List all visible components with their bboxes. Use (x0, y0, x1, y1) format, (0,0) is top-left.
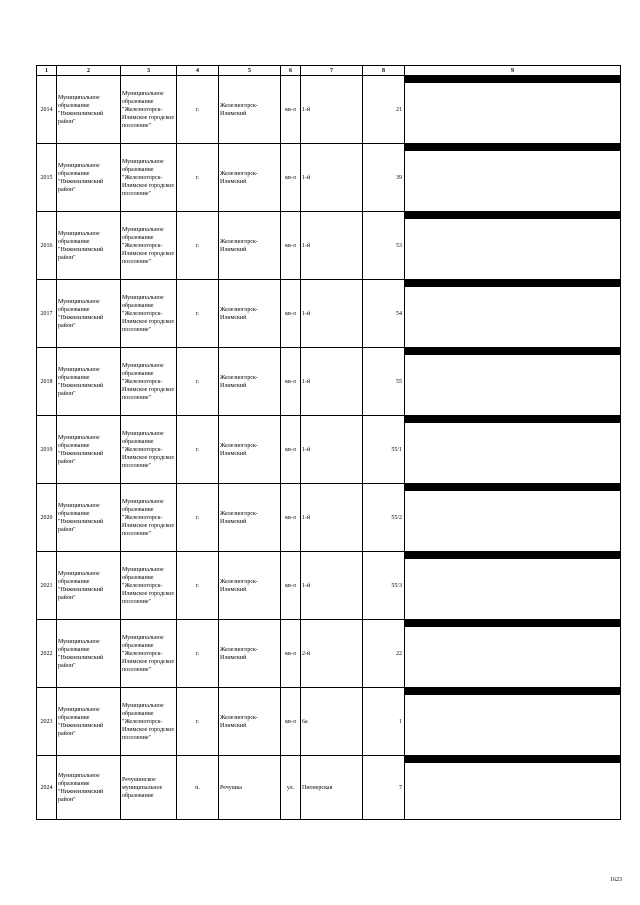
works-cell (405, 144, 621, 212)
street-type-cell: кв-л (281, 212, 301, 280)
house-number-cell: 1 (363, 688, 405, 756)
settlement-type-cell: г. (177, 212, 219, 280)
house-number-cell: 55 (363, 348, 405, 416)
works-list (405, 484, 620, 491)
town-cell: Железногорск-Илимский (219, 144, 281, 212)
col-header-6: 6 (281, 66, 301, 76)
table-body (37, 76, 621, 820)
col-header-1: 1 (37, 66, 57, 76)
table-row (37, 280, 621, 348)
row-number: 2018 (37, 348, 57, 416)
works-list (405, 280, 620, 287)
page-number: 1623 (610, 877, 622, 883)
house-number-cell: 54 (363, 280, 405, 348)
works-cell (405, 76, 621, 144)
settlement-type-cell: п. (177, 756, 219, 820)
row-number: 2022 (37, 620, 57, 688)
work-item (405, 558, 620, 559)
col-header-3: 3 (121, 66, 177, 76)
row-number: 2020 (37, 484, 57, 552)
row-number: 2019 (37, 416, 57, 484)
works-cell (405, 416, 621, 484)
house-number-cell: 55/2 (363, 484, 405, 552)
work-item (405, 422, 620, 423)
work-item (405, 490, 620, 491)
town-cell: Железногорск-Илимский (219, 212, 281, 280)
work-item (405, 354, 620, 355)
street-cell: Пионерская (301, 756, 363, 820)
work-item (405, 218, 620, 219)
town-cell: Железногорск-Илимский (219, 348, 281, 416)
town-cell: Железногорск-Илимский (219, 620, 281, 688)
col-header-9: 9 (405, 66, 621, 76)
row-number: 2016 (37, 212, 57, 280)
col-header-2: 2 (57, 66, 121, 76)
settlement-cell: Муниципальное образование "Железногорск-Илимское городское поселение" (121, 620, 177, 688)
table-row (37, 484, 621, 552)
settlement-cell: Муниципальное образование "Железногорск-Илимское городское поселение" (121, 144, 177, 212)
street-type-cell: кв-л (281, 620, 301, 688)
works-cell (405, 756, 621, 820)
work-item (405, 150, 620, 151)
table-row (37, 756, 621, 820)
street-type-cell: кв-л (281, 144, 301, 212)
settlement-cell: Муниципальное образование "Железногорск-Илимское городское поселение" (121, 280, 177, 348)
col-header-7: 7 (301, 66, 363, 76)
street-type-cell: кв-л (281, 76, 301, 144)
house-number-cell: 55/3 (363, 552, 405, 620)
settlement-type-cell: г. (177, 416, 219, 484)
settlement-type-cell: г. (177, 280, 219, 348)
row-number: 2023 (37, 688, 57, 756)
settlement-type-cell: г. (177, 552, 219, 620)
work-item (405, 762, 620, 763)
table-row (37, 348, 621, 416)
header-row (37, 66, 621, 76)
table-row (37, 212, 621, 280)
work-item (405, 626, 620, 627)
street-cell: 1-й (301, 280, 363, 348)
street-cell: 1-й (301, 552, 363, 620)
settlement-cell: Муниципальное образование "Железногорск-Илимское городское поселение" (121, 212, 177, 280)
works-list (405, 416, 620, 423)
row-number: 2014 (37, 76, 57, 144)
col-header-8: 8 (363, 66, 405, 76)
works-list (405, 348, 620, 355)
works-list (405, 552, 620, 559)
work-item (405, 82, 620, 83)
settlement-type-cell: г. (177, 76, 219, 144)
street-cell: 1-й (301, 484, 363, 552)
table-row (37, 552, 621, 620)
settlement-type-cell: г. (177, 688, 219, 756)
settlement-type-cell: г. (177, 620, 219, 688)
house-number-cell: 53 (363, 212, 405, 280)
municipality-cell: Муниципальное образование "Нижнеилимский район" (57, 484, 121, 552)
street-cell: 6а (301, 688, 363, 756)
street-type-cell: кв-л (281, 416, 301, 484)
row-number: 2024 (37, 756, 57, 820)
municipality-cell: Муниципальное образование "Нижнеилимский район" (57, 144, 121, 212)
settlement-cell: Муниципальное образование "Железногорск-Илимское городское поселение" (121, 484, 177, 552)
settlement-type-cell: г. (177, 484, 219, 552)
settlement-cell: Муниципальное образование "Железногорск-Илимское городское поселение" (121, 688, 177, 756)
work-item (405, 694, 620, 695)
works-cell (405, 620, 621, 688)
municipality-cell: Муниципальное образование "Нижнеилимский район" (57, 212, 121, 280)
house-number-cell: 7 (363, 756, 405, 820)
street-cell: 1-й (301, 348, 363, 416)
settlement-cell: Муниципальное образование "Железногорск-Илимское городское поселение" (121, 76, 177, 144)
house-number-cell: 55/1 (363, 416, 405, 484)
street-type-cell: кв-л (281, 484, 301, 552)
settlement-cell: Речушинское муниципальное образование (121, 756, 177, 820)
municipality-cell: Муниципальное образование "Нижнеилимский район" (57, 416, 121, 484)
row-number: 2017 (37, 280, 57, 348)
table-row (37, 144, 621, 212)
town-cell: Речушка (219, 756, 281, 820)
row-number: 2021 (37, 552, 57, 620)
works-cell (405, 688, 621, 756)
work-item (405, 286, 620, 287)
works-cell (405, 212, 621, 280)
municipality-cell: Муниципальное образование "Нижнеилимский район" (57, 756, 121, 820)
street-type-cell: кв-л (281, 688, 301, 756)
municipality-cell: Муниципальное образование "Нижнеилимский район" (57, 348, 121, 416)
municipality-cell: Муниципальное образование "Нижнеилимский район" (57, 688, 121, 756)
town-cell: Железногорск-Илимский (219, 416, 281, 484)
house-number-cell: 22 (363, 620, 405, 688)
street-type-cell: кв-л (281, 552, 301, 620)
settlement-cell: Муниципальное образование "Железногорск-Илимское городское поселение" (121, 348, 177, 416)
col-header-5: 5 (219, 66, 281, 76)
settlement-type-cell: г. (177, 144, 219, 212)
works-list (405, 620, 620, 627)
house-number-cell: 21 (363, 76, 405, 144)
street-cell: 1-й (301, 144, 363, 212)
street-type-cell: ул. (281, 756, 301, 820)
works-cell (405, 552, 621, 620)
house-number-cell: 39 (363, 144, 405, 212)
street-type-cell: кв-л (281, 348, 301, 416)
works-cell (405, 280, 621, 348)
settlement-type-cell: г. (177, 348, 219, 416)
town-cell: Железногорск-Илимский (219, 280, 281, 348)
settlement-cell: Муниципальное образование "Железногорск-Илимское городское поселение" (121, 552, 177, 620)
works-list (405, 76, 620, 83)
municipality-cell: Муниципальное образование "Нижнеилимский район" (57, 620, 121, 688)
municipality-cell: Муниципальное образование "Нижнеилимский район" (57, 552, 121, 620)
works-cell (405, 484, 621, 552)
street-cell: 2-й (301, 620, 363, 688)
street-cell: 1-й (301, 212, 363, 280)
municipality-cell: Муниципальное образование "Нижнеилимский район" (57, 76, 121, 144)
town-cell: Железногорск-Илимский (219, 552, 281, 620)
col-header-4: 4 (177, 66, 219, 76)
street-type-cell: кв-л (281, 280, 301, 348)
works-list (405, 144, 620, 151)
municipality-cell: Муниципальное образование "Нижнеилимский район" (57, 280, 121, 348)
table-row (37, 688, 621, 756)
table-row (37, 620, 621, 688)
works-list (405, 212, 620, 219)
street-cell: 1-й (301, 76, 363, 144)
street-cell: 1-й (301, 416, 363, 484)
capital-repair-table (36, 65, 621, 820)
settlement-cell: Муниципальное образование "Железногорск-Илимское городское поселение" (121, 416, 177, 484)
row-number: 2015 (37, 144, 57, 212)
table-row (37, 76, 621, 144)
town-cell: Железногорск-Илимский (219, 76, 281, 144)
town-cell: Железногорск-Илимский (219, 688, 281, 756)
town-cell: Железногорск-Илимский (219, 484, 281, 552)
works-list (405, 688, 620, 695)
works-list (405, 756, 620, 763)
table-row (37, 416, 621, 484)
works-cell (405, 348, 621, 416)
